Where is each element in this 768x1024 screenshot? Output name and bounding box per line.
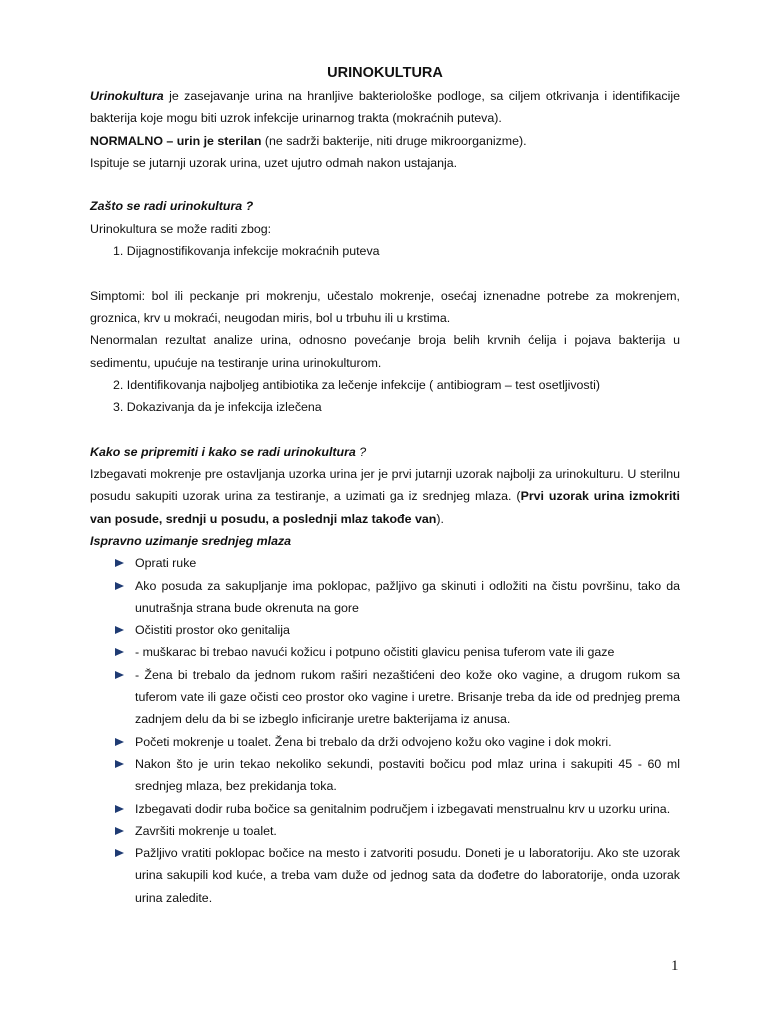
- list-item: - Žena bi trebalo da jednom rukom raširi nezaštićeni deo kože oko vagine, a drugom rukom sa tuferom vate ili gaze očisti ceo prostor oko vagine i uretre. Brisanje treba da ide od prednjeg prema zadnjem delu da bi se izbeglo inficiranje uretre bakterijama iz anusa.: [90, 664, 680, 731]
- how-heading-line: [90, 441, 680, 463]
- triangle-bullet-icon: [115, 626, 124, 634]
- triangle-bullet-icon: [115, 827, 124, 835]
- normal-rest: (ne sadrži bakterije, niti druge mikroorganizme).: [261, 133, 527, 148]
- document-page: [90, 62, 680, 909]
- list-item: - muškarac bi trebao navući kožicu i potpuno očistiti glavicu penisa tuferom vate ili gaze: [90, 641, 680, 663]
- triangle-bullet-icon: [115, 760, 124, 768]
- how-para-start: Izbegavati mokrenje pre ostavljanja uzorka urina jer je prvi jutarnji uzorak najbolji za urinokulturu. U sterilnu posudu sakupiti uzorak urina za testiranje, a uzimati ga iz srednjeg mlaza. (: [90, 467, 680, 504]
- normal-bold: NORMALNO – urin je sterilan: [90, 133, 262, 148]
- symptoms-paragraph: Simptomi: bol ili peckanje pri mokrenju, učestalo mokrenje, osećaj iznenadne potrebe za mokrenjem, groznica, krv u mokraći, neugodan miris, bol u trbuhu ili u krstima.: [90, 288, 680, 325]
- why-lead: Urinokultura se može raditi zbog:: [90, 221, 272, 236]
- list-item: Ako posuda za sakupljanje ima poklopac, pažljivo ga skinuti i odložiti na čistu površinu, tako da unutrašnja strana bude okrenuta na gore: [90, 575, 680, 620]
- list-item: Pažljivo vratiti poklopac bočice na mesto i zatvoriti posudu. Doneti je u laboratoriju. Ako ste uzorak urina sakupili kod kuće, a treba vam duže od jednog sata da dođetre do laboratorije, onda uzorak urina zaledite.: [90, 842, 680, 909]
- why-item-2: 2. Identifikovanja najboljeg antibiotika za lečenje infekcije ( antibiogram – test osetljivosti): [113, 377, 600, 392]
- triangle-bullet-icon: [115, 582, 124, 590]
- list-item: Završiti mokrenje u toalet.: [90, 820, 680, 842]
- how-paragraph: [90, 463, 680, 530]
- list-item: Izbegavati dodir ruba bočice sa genitalnim područjem i izbegavati menstrualnu krv u uzorku urina.: [90, 798, 680, 820]
- triangle-bullet-icon: [115, 738, 124, 746]
- intro-paragraph: [90, 85, 680, 130]
- steps-list: [90, 552, 680, 909]
- intro-text: je zasejavanje urina na hranljive bakteriološke podloge, sa ciljem otkrivanja i identifikacije bakterija koje mogu biti uzrok infekcije urinarnog trakta (mokraćnih puteva).: [90, 89, 680, 126]
- triangle-bullet-icon: [115, 805, 124, 813]
- how-heading: Kako se pripremiti i kako se radi urinokultura: [90, 444, 356, 459]
- list-item: Početi mokrenje u toalet. Žena bi trebalo da drži odvojeno kožu oko vagine i dok mokri.: [90, 731, 680, 753]
- why-heading: Zašto se radi urinokultura ?: [90, 199, 254, 214]
- why-item-3: 3. Dokazivanja da je infekcija izlečena: [113, 400, 322, 415]
- intro-term: Urinokultura: [90, 89, 164, 103]
- list-item: Nakon što je urin tekao nekoliko sekundi, postaviti bočicu pod mlaz urina i sakupiti 45 - 60 ml srednjeg mlaza, bez prekidanja toka.: [90, 753, 680, 798]
- why-item-1: 1. Dijagnostifikovanja infekcije mokraćnih puteva: [113, 244, 380, 259]
- how-para-bold: Prvi uzorak urina izmokriti van posude, srednji u posudu, a poslednji mlaz takođe van: [90, 489, 680, 526]
- sample-note: Ispituje se jutarnji uzorak urina, uzet ujutro odmah nakon ustajanja.: [90, 155, 458, 170]
- how-subheading: Ispravno uzimanje srednjeg mlaza: [90, 533, 292, 548]
- triangle-bullet-icon: [115, 849, 124, 857]
- how-para-end: ).: [436, 511, 444, 526]
- list-item: Očistiti prostor oko genitalija: [90, 619, 680, 641]
- why-list-b: [90, 374, 680, 419]
- page-number: 1: [671, 958, 679, 974]
- triangle-bullet-icon: [115, 648, 124, 656]
- page-title: URINOKULTURA: [327, 65, 443, 81]
- why-list-a: [90, 240, 680, 262]
- normal-paragraph: [90, 130, 680, 152]
- abnormal-paragraph: Nenormalan rezultat analize urina, odnosno povećanje broja belih krvnih ćelija i pojava bakterija u sedimentu, upućuje na testiranje urina urinokulturom.: [90, 333, 680, 370]
- how-heading-mark: ?: [355, 444, 367, 459]
- triangle-bullet-icon: [115, 671, 124, 679]
- list-item: Oprati ruke: [90, 552, 680, 574]
- triangle-bullet-icon: [115, 559, 124, 567]
